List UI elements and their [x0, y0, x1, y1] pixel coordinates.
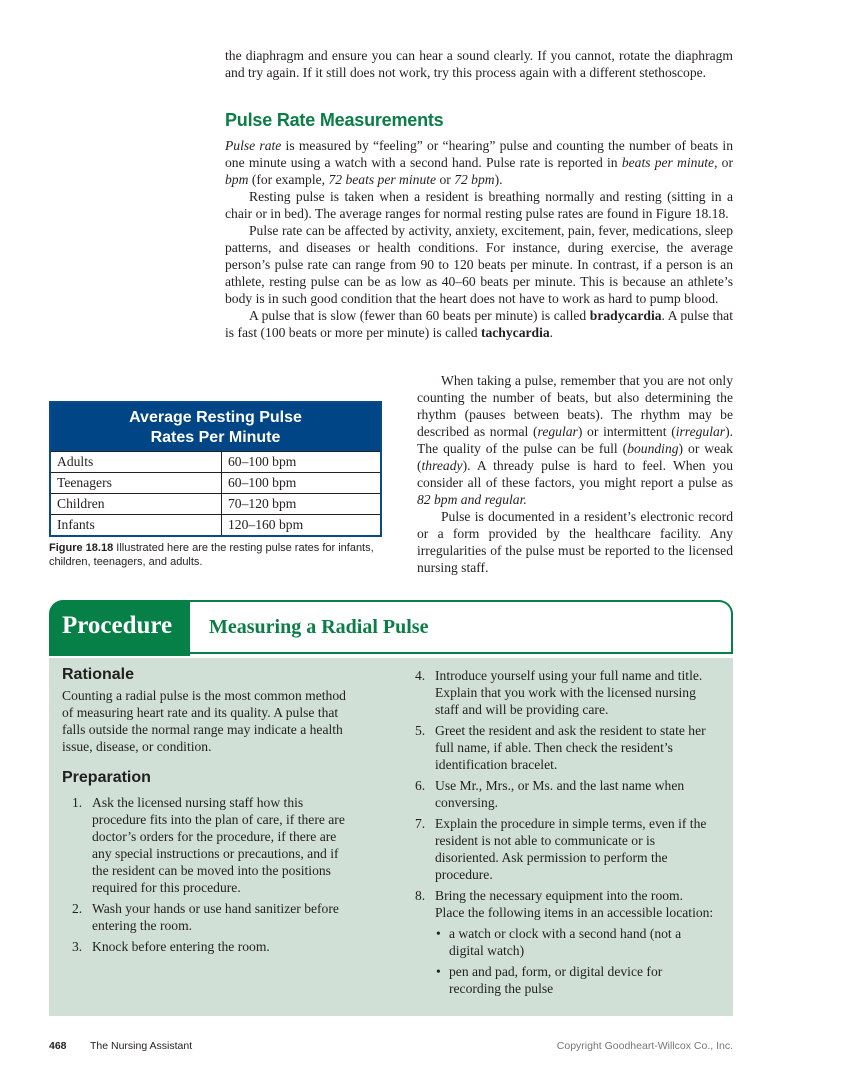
italic-term: Pulse rate	[225, 138, 282, 153]
text-run: the diaphragm and ensure you can hear a sound clearly. If you cannot, rotate the diaphragm and try again. If it still does not work, try this process again with a different stethoscope.	[225, 48, 733, 80]
step-number: 8.	[415, 888, 426, 903]
step-text: Use Mr., Mrs., or Ms. and the last name when conversing.	[435, 778, 685, 810]
text-run: ) or weak (	[417, 441, 733, 473]
page-number: 468	[49, 1040, 67, 1052]
steps-list	[62, 794, 357, 955]
italic-term: bounding	[627, 441, 679, 456]
step-number: 5.	[415, 723, 426, 738]
step-text: Knock before entering the room.	[92, 939, 270, 954]
age-group-cell: Adults	[51, 452, 222, 472]
paragraph	[225, 222, 733, 307]
step-text: Greet the resident and ask the resident to state her full name, if able. Then check the resident’s identification bracelet.	[435, 723, 706, 772]
step-text: Explain the procedure in simple terms, even if the resident is not able to communicate or is disoriented. Ask permission to perform the procedure.	[435, 816, 707, 882]
procedure-title: Measuring a Radial Pulse	[209, 616, 429, 638]
text-run: Resting pulse is taken when a resident is breathing normally and resting (sitting in a chair or in bed). The average ranges for normal resting pulse rates are found in Figure 18.18.	[225, 189, 733, 221]
table-row	[51, 472, 380, 493]
text-run: A pulse that is slow (fewer than 60 beats per minute) is called	[249, 308, 590, 323]
step-number: 6.	[415, 778, 426, 793]
intro-paragraph	[225, 47, 733, 81]
paragraph	[225, 307, 733, 341]
procedure-step	[62, 938, 357, 955]
age-group-cell: Infants	[51, 515, 222, 535]
text-run: ) or intermittent (	[577, 424, 676, 439]
page-footer	[49, 1040, 733, 1052]
pulse-rates-table	[49, 401, 382, 537]
text-run: ). A thready pulse is hard to feel. When you consider all of these factors, you might report a pulse as	[417, 458, 733, 490]
table-title-line-2: Rates Per Minute	[150, 429, 281, 446]
text-run: or	[436, 172, 455, 187]
italic-term: 72 bpm	[454, 172, 495, 187]
caption-text: Illustrated here are the resting pulse rates for infants, children, teenagers, and adults.	[49, 542, 374, 568]
paragraph	[225, 188, 733, 222]
book-title: The Nursing Assistant	[90, 1040, 193, 1052]
table-header	[51, 403, 380, 451]
procedure-step	[405, 815, 715, 883]
procedure-box	[49, 600, 733, 1016]
procedure-step	[405, 777, 715, 811]
procedure-tab	[49, 600, 190, 656]
text-run: . A pulse that is fast (100 beats or more per minute) is called	[225, 308, 733, 340]
italic-term: bpm	[225, 172, 249, 187]
age-group-cell: Children	[51, 494, 222, 514]
rate-cell: 70–120 bpm	[228, 496, 297, 511]
procedure-left-column	[62, 666, 357, 959]
step-number: 1.	[72, 795, 83, 810]
step-number: 3.	[72, 939, 83, 954]
italic-term: beats per minute	[621, 155, 715, 170]
step-number: 4.	[415, 668, 426, 683]
table-title-line-1: Average Resting Pulse	[129, 409, 302, 426]
age-group-cell: Teenagers	[51, 473, 222, 493]
italic-term: 82 bpm and regular.	[417, 492, 527, 507]
paragraph	[417, 508, 733, 576]
paragraph	[417, 372, 733, 508]
paragraph	[225, 47, 733, 81]
procedure-step	[62, 900, 357, 934]
text-run: Pulse rate can be affected by activity, anxiety, excitement, pain, fever, medications, sleep patterns, and diseases or health conditions. For instance, during exercise, the average person’s pulse rate can range from 90 to 120 beats per minute. In contrast, if a person is an athlete, resting pulse can be as low as 40–60 beats per minute. This is because an athlete’s body is in such good condition that the heart does not have to work as hard to pump blood.	[225, 223, 733, 306]
step-text: Ask the licensed nursing staff how this procedure fits into the plan of care, if there are doctor’s orders for the procedure, if there are any special instructions or precautions, and if the resident can be moved into the positions required for this procedure.	[92, 795, 345, 895]
italic-term: irregular	[675, 424, 726, 439]
procedure-step	[405, 887, 715, 921]
rate-cell: 60–100 bpm	[228, 475, 297, 490]
text-run: ). The quality of the pulse can be full (	[417, 424, 734, 456]
procedure-right-column	[405, 667, 715, 1001]
step-text: Wash your hands or use hand sanitizer before entering the room.	[92, 901, 339, 933]
section-heading: Pulse Rate Measurements	[225, 110, 444, 130]
figure-label: Figure 18.18	[49, 542, 114, 554]
procedure-step	[405, 722, 715, 773]
equipment-item: • pen and pad, form, or digital device for recording the pulse	[435, 963, 715, 997]
text-run: (for example,	[248, 172, 329, 187]
step-number: 7.	[415, 816, 426, 831]
text-run: When taking a pulse, remember that you are not only counting the number of beats, but also determining the rhythm (pauses between beats). The rhythm may be described as normal (	[417, 373, 733, 439]
paragraph	[225, 137, 733, 188]
procedure-tab-label: Procedure	[62, 612, 173, 639]
italic-term: regular	[537, 424, 578, 439]
text-run: , or	[714, 155, 733, 170]
equipment-item: • a watch or clock with a second hand (not a digital watch)	[435, 925, 715, 959]
rate-cell: 60–100 bpm	[228, 454, 297, 469]
text-run: Pulse is documented in a resident’s electronic record or a form provided by the healthcare facility. Any irregularities of the pulse must be reported to the licensed nursing staff.	[417, 509, 733, 575]
italic-term: 72 beats per minute	[328, 172, 437, 187]
step-text: Bring the necessary equipment into the room. Place the following items in an accessible location:	[435, 888, 714, 920]
text-run: .	[549, 325, 554, 340]
rate-cell: 120–160 bpm	[228, 517, 304, 532]
step-text: Introduce yourself using your full name and title. Explain that you work with the licensed nursing staff and will be providing care.	[435, 668, 703, 717]
copyright: Copyright Goodheart-Willcox Co., Inc.	[556, 1040, 733, 1052]
procedure-step	[405, 667, 715, 718]
equipment-list	[435, 925, 715, 997]
step-number: 2.	[72, 901, 83, 916]
figure-caption	[49, 541, 379, 569]
bold-term: bradycardia	[589, 308, 662, 323]
text-run: is measured by “feeling” or “hearing” pulse and counting the number of beats in one minute using a watch with a second hand. Pulse rate is reported in	[225, 138, 734, 170]
rationale-text: Counting a radial pulse is the most common method of measuring heart rate and its quality. A pulse that falls outside the normal range may indicate a health issue, disease, or condition.	[62, 688, 346, 754]
bold-term: tachycardia	[480, 325, 550, 340]
rationale-heading: Rationale	[62, 666, 135, 683]
table-row	[51, 514, 380, 535]
preparation-heading: Preparation	[62, 769, 151, 786]
procedure-step	[62, 794, 357, 896]
side-text	[417, 372, 733, 576]
body-text	[225, 137, 733, 341]
steps-list	[405, 667, 715, 921]
table-row	[51, 493, 380, 514]
italic-term: thready	[421, 458, 463, 473]
text-run: ).	[494, 172, 503, 187]
table-row	[51, 451, 380, 472]
